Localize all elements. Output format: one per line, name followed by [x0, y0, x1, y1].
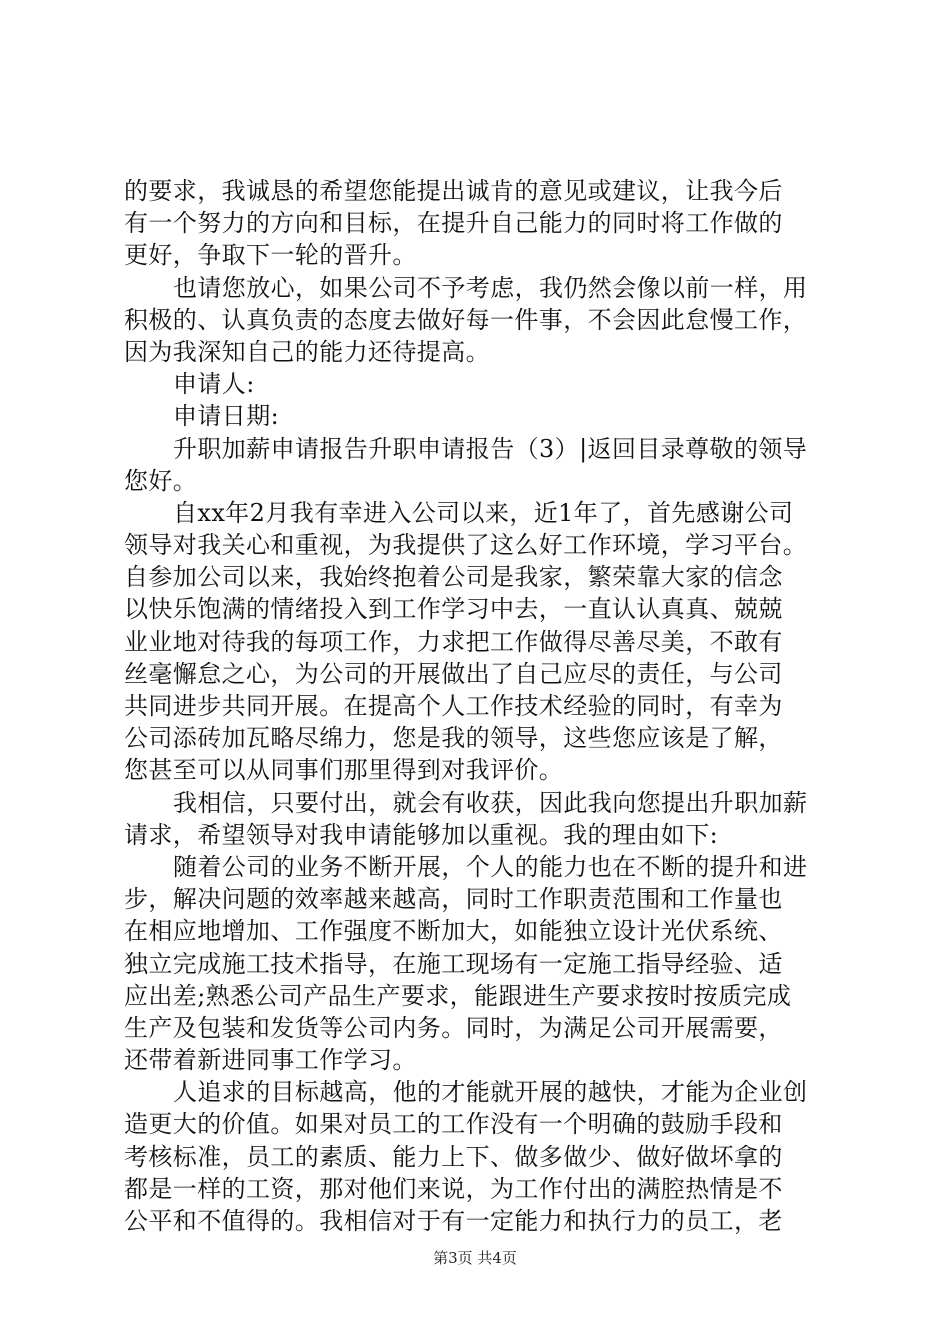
text-line: 积极的、认真负责的态度去做好每一件事，不会因此怠慢工作， — [124, 305, 808, 334]
text-line: 造更大的价值。如果对员工的工作没有一个明确的鼓励手段和 — [124, 1110, 783, 1139]
text-line: 请求，希望领导对我申请能够加以重视。我的理由如下: — [124, 820, 719, 849]
text-line: 业业地对待我的每项工作，力求把工作做得尽善尽美，不敢有 — [124, 627, 783, 656]
text-line: 自参加公司以来，我始终抱着公司是我家，繁荣靠大家的信念 — [124, 563, 783, 592]
text-line: 更好，争取下一轮的晋升。 — [124, 241, 417, 270]
text-line: 丝毫懈怠之心，为公司的开展做出了自己应尽的责任，与公司 — [124, 659, 783, 688]
text-line: 申请人: — [173, 370, 255, 399]
body-text — [124, 175, 844, 1237]
text-line: 还带着新进同事工作学习。 — [124, 1046, 417, 1075]
text-line: 考核标准，员工的素质、能力上下、做多做少、做好做坏拿的 — [124, 1142, 783, 1171]
text-line: 领导对我关心和重视，为我提供了这么好工作环境，学习平台。 — [124, 531, 808, 560]
text-line: 因为我深知自己的能力还待提高。 — [124, 337, 490, 366]
text-line: 随着公司的业务不断开展，个人的能力也在不断的提升和进 — [173, 852, 808, 881]
text-line: 以快乐饱满的情绪投入到工作学习中去，一直认认真真、兢兢 — [124, 595, 783, 624]
text-line: 步，解决问题的效率越来越高，同时工作职责范围和工作量也 — [124, 885, 783, 914]
text-line: 公司添砖加瓦略尽绵力，您是我的领导，这些您应该是了解， — [124, 724, 783, 753]
text-line: 应出差;熟悉公司产品生产要求，能跟进生产要求按时按质完成 — [124, 981, 792, 1010]
text-line: 升职加薪申请报告升职申请报告（3）|返回目录尊敬的领导 — [173, 434, 808, 463]
text-line: 自xx年2月我有幸进入公司以来，近1年了，首先感谢公司 — [173, 498, 794, 527]
text-line: 也请您放心，如果公司不予考虑，我仍然会像以前一样，用 — [173, 273, 808, 302]
text-line: 您好。 — [124, 466, 198, 495]
text-line: 独立完成施工技术指导，在施工现场有一定施工指导经验、适 — [124, 949, 783, 978]
text-line: 申请日期: — [173, 402, 280, 431]
text-line: 公平和不值得的。我相信对于有一定能力和执行力的员工，老 — [124, 1207, 783, 1235]
text-line: 在相应地增加、工作强度不断加大，如能独立设计光伏系统、 — [124, 917, 783, 946]
page-footer: 第3页 共4页 — [433, 1249, 517, 1267]
text-line: 共同进步共同开展。在提高个人工作技术经验的同时，有幸为 — [124, 692, 783, 720]
text-line: 有一个努力的方向和目标，在提升自己能力的同时将工作做的 — [124, 209, 783, 238]
text-line: 生产及包装和发货等公司内务。同时，为满足公司开展需要， — [124, 1013, 783, 1042]
text-line: 我相信，只要付出，就会有收获，因此我向您提出升职加薪 — [173, 788, 808, 817]
text-line: 的要求，我诚恳的希望您能提出诚肯的意见或建议，让我今后 — [124, 177, 783, 205]
text-line: 都是一样的工资，那对他们来说，为工作付出的满腔热情是不 — [124, 1174, 783, 1203]
text-line: 您甚至可以从同事们那里得到对我评价。 — [124, 756, 564, 785]
text-line: 人追求的目标越高，他的才能就开展的越快，才能为企业创 — [173, 1078, 808, 1107]
